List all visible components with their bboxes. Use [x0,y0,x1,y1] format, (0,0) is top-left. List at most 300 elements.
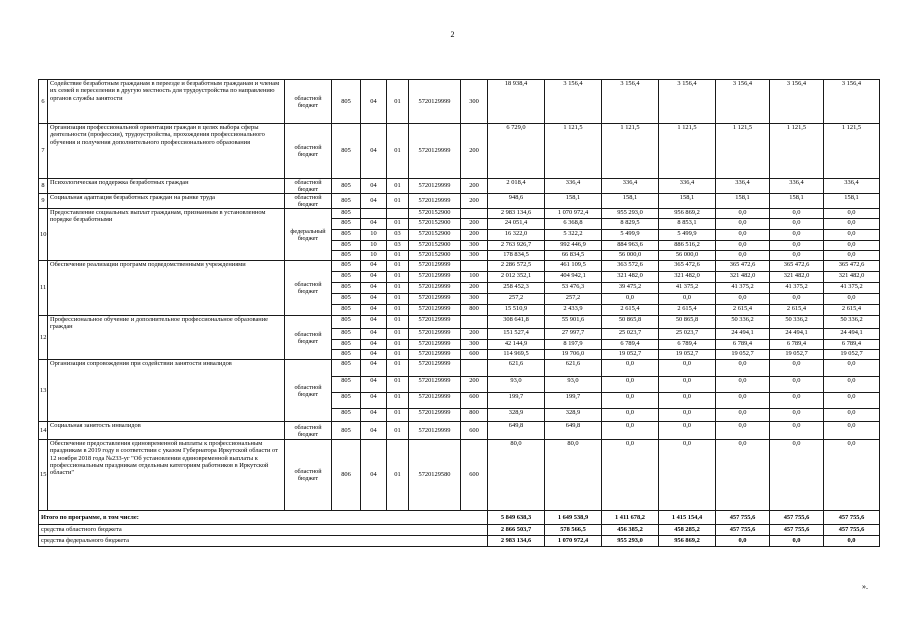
code-grbs: 805 [332,377,361,393]
amount-cell: 621,6 [545,360,602,377]
code-pr: 01 [387,194,409,209]
amount-cell: 0,0 [716,422,770,440]
code-csr: 5720129999 [409,294,461,305]
page-number: 2 [450,30,455,39]
amount-cell: 1 121,5 [770,124,824,179]
measure-name: Организация сопровождения при содействии занятости инвалидов [48,360,285,422]
code-grbs: 805 [332,261,361,272]
amount-cell: 0,0 [716,409,770,422]
code-pr: 03 [387,230,409,241]
amount-cell: 404 942,1 [545,272,602,283]
amount-cell: 158,1 [659,194,716,209]
amount-cell: 5 499,9 [602,230,659,241]
measure-name: Содействие безработным гражданам в переезде и безработным гражданам и членам их семей в переселении в другую местность для трудоустройства по направлению органов службы занятости [48,80,285,124]
code-rz: 04 [361,272,387,283]
code-rz: 04 [361,194,387,209]
amount-cell: 363 572,6 [602,261,659,272]
amount-cell: 257,2 [488,294,545,305]
code-csr: 5720129999 [409,261,461,272]
amount-cell: 158,1 [602,194,659,209]
amount-cell: 27 997,7 [545,329,602,340]
amount-cell: 365 472,6 [770,261,824,272]
amount-cell: 16 322,0 [488,230,545,241]
code-csr: 5720129999 [409,194,461,209]
row-number: 14 [39,422,48,440]
total-row [39,525,880,536]
amount-cell: 53 476,3 [545,283,602,294]
amount-cell: 2 763 926,7 [488,241,545,251]
code-csr: 5720129999 [409,422,461,440]
funding-source: областной бюджет [285,440,332,511]
code-vr: 300 [461,80,488,124]
amount-cell: 649,8 [488,422,545,440]
amount-cell: 884 963,6 [602,241,659,251]
amount-cell: 0,0 [824,409,880,422]
amount-cell: 158,1 [716,194,770,209]
amount-cell: 6 789,4 [770,340,824,350]
code-rz: 04 [361,409,387,422]
code-rz: 04 [361,294,387,305]
total-amount: 1 415 154,4 [659,511,716,525]
amount-cell: 321 482,0 [716,272,770,283]
amount-cell: 50 865,8 [602,316,659,329]
code-pr: 01 [387,377,409,393]
amount-cell: 8 197,9 [545,340,602,350]
code-pr: 01 [387,272,409,283]
amount-cell: 992 446,9 [545,241,602,251]
amount-cell: 0,0 [824,230,880,241]
code-vr: 200 [461,194,488,209]
code-rz [361,209,387,219]
code-csr: 5720129999 [409,305,461,316]
total-amount: 456 385,2 [602,525,659,536]
amount-cell: 158,1 [824,194,880,209]
amount-cell: 0,0 [824,294,880,305]
amount-cell: 0,0 [602,409,659,422]
measure-name: Обеспечение реализации программ подведомственными учреждениями [48,261,285,316]
amount-cell: 328,9 [488,409,545,422]
amount-cell: 2 983 134,6 [488,209,545,219]
code-grbs: 805 [332,422,361,440]
amount-cell: 0,0 [824,393,880,409]
code-vr: 600 [461,422,488,440]
code-rz: 04 [361,360,387,377]
amount-cell: 0,0 [770,230,824,241]
amount-cell: 8 853,1 [659,219,716,230]
amount-cell: 1 121,5 [659,124,716,179]
measure-name: Социальная адаптация безработных граждан на рынке труда [48,194,285,209]
amount-cell: 5 322,2 [545,230,602,241]
measure-name: Обеспечение предоставления единовременной выплаты к профессиональным праздникам в 2019 году в соответствии с указом Губернатора Иркутской области от 12 ноября 2018 года №233-уг "Об установлении единовременной выплаты к профессиональным праздникам отдельным категориям работников в Иркутской области" [48,440,285,511]
code-pr: 01 [387,440,409,511]
total-amount: 956 869,2 [659,536,716,547]
amount-cell: 5 499,9 [659,230,716,241]
code-vr [461,209,488,219]
code-grbs: 805 [332,194,361,209]
amount-cell: 0,0 [770,251,824,261]
amount-cell: 0,0 [770,422,824,440]
amount-cell: 93,0 [545,377,602,393]
table-row [39,194,880,209]
amount-cell: 0,0 [770,409,824,422]
row-number: 6 [39,80,48,124]
amount-cell: 8 829,5 [602,219,659,230]
code-csr: 5720152900 [409,230,461,241]
table-row [39,179,880,194]
amount-cell: 0,0 [659,440,716,511]
total-amount: 457 755,6 [824,525,880,536]
amount-cell: 2 615,4 [659,305,716,316]
code-pr: 01 [387,261,409,272]
amount-cell: 80,0 [488,440,545,511]
amount-cell: 199,7 [488,393,545,409]
code-grbs: 806 [332,440,361,511]
table-row [39,422,880,440]
total-amount: 955 293,0 [602,536,659,547]
code-csr: 5720152900 [409,241,461,251]
amount-cell: 19 052,7 [824,350,880,360]
amount-cell: 2 286 572,5 [488,261,545,272]
row-number: 11 [39,261,48,316]
amount-cell: 3 156,4 [716,80,770,124]
funding-source: областной бюджет [285,360,332,422]
amount-cell: 0,0 [770,360,824,377]
table-row [39,124,880,179]
amount-cell: 24 494,1 [770,329,824,340]
code-grbs: 805 [332,340,361,350]
code-grbs: 805 [332,209,361,219]
amount-cell: 0,0 [716,230,770,241]
measure-name: Социальная занятость инвалидов [48,422,285,440]
code-rz: 04 [361,179,387,194]
amount-cell: 1 070 972,4 [545,209,602,219]
code-vr: 200 [461,179,488,194]
code-grbs: 805 [332,409,361,422]
code-rz: 04 [361,316,387,329]
funding-source: областной бюджет [285,194,332,209]
amount-cell: 0,0 [716,241,770,251]
amount-cell: 199,7 [545,393,602,409]
amount-cell: 25 023,7 [659,329,716,340]
code-csr: 5720152900 [409,219,461,230]
code-rz: 04 [361,440,387,511]
code-vr: 300 [461,294,488,305]
total-amount: 1 411 678,2 [602,511,659,525]
amount-cell: 0,0 [824,209,880,219]
code-rz: 04 [361,261,387,272]
total-amount: 457 755,6 [770,511,824,525]
amount-cell: 1 121,5 [602,124,659,179]
amount-cell: 6 789,4 [659,340,716,350]
amount-cell: 0,0 [824,422,880,440]
amount-cell: 24 494,1 [716,329,770,340]
amount-cell: 0,0 [659,422,716,440]
code-pr: 01 [387,329,409,340]
code-rz: 04 [361,80,387,124]
amount-cell: 2 615,4 [716,305,770,316]
amount-cell: 308 641,8 [488,316,545,329]
code-csr: 5720129999 [409,80,461,124]
measure-name: Профессиональное обучение и дополнительное профессиональное образование граждан [48,316,285,360]
code-vr: 600 [461,350,488,360]
code-grbs: 805 [332,350,361,360]
code-grbs: 805 [332,251,361,261]
total-label: средства областного бюджета [39,525,488,536]
code-grbs: 805 [332,316,361,329]
end-mark: ». [862,582,868,591]
amount-cell: 1 121,5 [824,124,880,179]
amount-cell: 0,0 [716,393,770,409]
code-grbs: 805 [332,219,361,230]
total-amount: 0,0 [716,536,770,547]
total-amount: 457 755,6 [716,511,770,525]
amount-cell: 56 000,0 [659,251,716,261]
code-grbs: 805 [332,241,361,251]
total-amount: 457 755,6 [716,525,770,536]
amount-cell: 0,0 [659,294,716,305]
amount-cell: 336,4 [602,179,659,194]
amount-cell: 0,0 [824,251,880,261]
code-csr: 5720129999 [409,272,461,283]
code-csr: 5720129999 [409,393,461,409]
code-csr: 5720129999 [409,179,461,194]
table-row [39,261,880,272]
code-pr: 01 [387,80,409,124]
code-grbs: 805 [332,393,361,409]
amount-cell: 321 482,0 [770,272,824,283]
code-vr: 200 [461,283,488,294]
total-amount: 2 983 134,6 [488,536,545,547]
amount-cell: 321 482,0 [659,272,716,283]
amount-cell: 0,0 [659,360,716,377]
total-amount: 578 566,5 [545,525,602,536]
amount-cell: 6 789,4 [602,340,659,350]
row-number: 15 [39,440,48,511]
code-pr: 01 [387,350,409,360]
amount-cell: 19 052,7 [770,350,824,360]
code-csr: 5720129999 [409,409,461,422]
amount-cell: 41 375,2 [716,283,770,294]
row-number: 13 [39,360,48,422]
code-rz: 04 [361,350,387,360]
amount-cell: 1 121,5 [545,124,602,179]
amount-cell: 151 527,4 [488,329,545,340]
code-rz: 04 [361,329,387,340]
code-rz: 04 [361,340,387,350]
code-pr: 01 [387,409,409,422]
amount-cell: 24 051,4 [488,219,545,230]
amount-cell: 80,0 [545,440,602,511]
measure-name: Психологическая поддержка безработных граждан [48,179,285,194]
amount-cell: 158,1 [545,194,602,209]
code-grbs: 805 [332,230,361,241]
code-pr: 01 [387,251,409,261]
code-vr: 200 [461,230,488,241]
total-amount: 2 866 503,7 [488,525,545,536]
amount-cell: 6 789,4 [716,340,770,350]
amount-cell: 0,0 [602,440,659,511]
code-vr [461,360,488,377]
table-body [39,80,880,547]
code-grbs: 805 [332,272,361,283]
funding-source: областной бюджет [285,261,332,316]
code-pr: 01 [387,340,409,350]
amount-cell: 336,4 [770,179,824,194]
amount-cell: 0,0 [770,241,824,251]
amount-cell: 158,1 [770,194,824,209]
amount-cell: 365 472,6 [659,261,716,272]
amount-cell: 0,0 [770,440,824,511]
code-vr: 200 [461,124,488,179]
amount-cell: 948,6 [488,194,545,209]
total-amount: 457 755,6 [770,525,824,536]
total-amount: 458 285,2 [659,525,716,536]
amount-cell: 2 615,4 [770,305,824,316]
amount-cell: 0,0 [716,440,770,511]
total-amount: 0,0 [770,536,824,547]
amount-cell: 0,0 [770,209,824,219]
amount-cell: 0,0 [602,360,659,377]
amount-cell: 321 482,0 [602,272,659,283]
amount-cell: 19 052,7 [659,350,716,360]
table-row [39,209,880,219]
amount-cell: 2 615,4 [602,305,659,316]
amount-cell: 42 144,9 [488,340,545,350]
code-vr: 300 [461,241,488,251]
code-csr: 5720129999 [409,377,461,393]
funding-source: областной бюджет [285,80,332,124]
amount-cell: 66 834,5 [545,251,602,261]
amount-cell: 0,0 [659,393,716,409]
amount-cell: 0,0 [824,360,880,377]
amount-cell: 19 052,7 [716,350,770,360]
amount-cell: 336,4 [824,179,880,194]
code-pr: 01 [387,393,409,409]
funding-source: областной бюджет [285,124,332,179]
amount-cell: 39 475,2 [602,283,659,294]
amount-cell: 2 012 352,1 [488,272,545,283]
amount-cell: 328,9 [545,409,602,422]
code-vr: 200 [461,219,488,230]
amount-cell: 0,0 [716,360,770,377]
code-csr: 5720129999 [409,340,461,350]
amount-cell: 24 494,1 [824,329,880,340]
code-grbs: 805 [332,124,361,179]
code-grbs: 805 [332,329,361,340]
amount-cell: 336,4 [545,179,602,194]
amount-cell: 336,4 [659,179,716,194]
total-row [39,536,880,547]
amount-cell: 0,0 [770,294,824,305]
amount-cell: 0,0 [659,377,716,393]
amount-cell: 41 375,2 [770,283,824,294]
total-amount: 457 755,6 [824,511,880,525]
amount-cell: 0,0 [716,219,770,230]
amount-cell: 6 368,8 [545,219,602,230]
total-amount: 1 070 972,4 [545,536,602,547]
amount-cell: 2 615,4 [824,305,880,316]
funding-source: областной бюджет [285,316,332,360]
code-vr: 600 [461,393,488,409]
code-rz: 04 [361,377,387,393]
code-csr: 5720152900 [409,251,461,261]
code-rz: 04 [361,283,387,294]
amount-cell: 6 729,0 [488,124,545,179]
amount-cell: 50 336,2 [824,316,880,329]
amount-cell: 0,0 [824,219,880,230]
amount-cell: 0,0 [659,409,716,422]
amount-cell: 3 156,4 [602,80,659,124]
amount-cell: 621,6 [488,360,545,377]
amount-cell: 0,0 [716,377,770,393]
amount-cell: 0,0 [770,377,824,393]
code-grbs: 805 [332,360,361,377]
amount-cell: 56 000,0 [602,251,659,261]
code-rz: 04 [361,124,387,179]
amount-cell: 50 336,2 [716,316,770,329]
code-rz: 04 [361,305,387,316]
code-csr: 5720129999 [409,316,461,329]
amount-cell: 321 482,0 [824,272,880,283]
code-vr [461,261,488,272]
amount-cell: 15 510,9 [488,305,545,316]
amount-cell: 258 452,3 [488,283,545,294]
code-csr: 5720152900 [409,209,461,219]
code-vr [461,316,488,329]
amount-cell: 41 375,2 [659,283,716,294]
amount-cell: 461 109,5 [545,261,602,272]
amount-cell: 0,0 [716,251,770,261]
funding-source: областной бюджет [285,179,332,194]
amount-cell: 2 433,9 [545,305,602,316]
row-number: 7 [39,124,48,179]
code-pr: 03 [387,241,409,251]
measure-name: Предоставление социальных выплат гражданам, признанным в установленном порядке безработными [48,209,285,261]
code-pr: 01 [387,305,409,316]
code-vr: 600 [461,440,488,511]
amount-cell: 0,0 [602,393,659,409]
amount-cell: 365 472,6 [716,261,770,272]
code-rz: 10 [361,241,387,251]
amount-cell: 1 121,5 [716,124,770,179]
amount-cell: 3 156,4 [824,80,880,124]
total-amount: 0,0 [824,536,880,547]
amount-cell: 41 375,2 [824,283,880,294]
amount-cell: 0,0 [602,294,659,305]
code-vr: 300 [461,340,488,350]
code-rz: 10 [361,230,387,241]
amount-cell: 178 834,5 [488,251,545,261]
funding-source: федеральный бюджет [285,209,332,261]
code-pr [387,209,409,219]
amount-cell: 19 706,0 [545,350,602,360]
code-rz: 04 [361,393,387,409]
amount-cell: 6 789,4 [824,340,880,350]
amount-cell: 886 516,2 [659,241,716,251]
budget-table [38,79,880,547]
amount-cell: 0,0 [770,393,824,409]
amount-cell: 3 156,4 [659,80,716,124]
code-pr: 01 [387,422,409,440]
code-csr: 5720129999 [409,124,461,179]
total-amount: 5 849 638,3 [488,511,545,525]
row-number: 10 [39,209,48,261]
amount-cell: 50 865,8 [659,316,716,329]
code-vr: 800 [461,409,488,422]
code-vr: 100 [461,272,488,283]
code-csr: 5720129580 [409,440,461,511]
amount-cell: 0,0 [716,294,770,305]
